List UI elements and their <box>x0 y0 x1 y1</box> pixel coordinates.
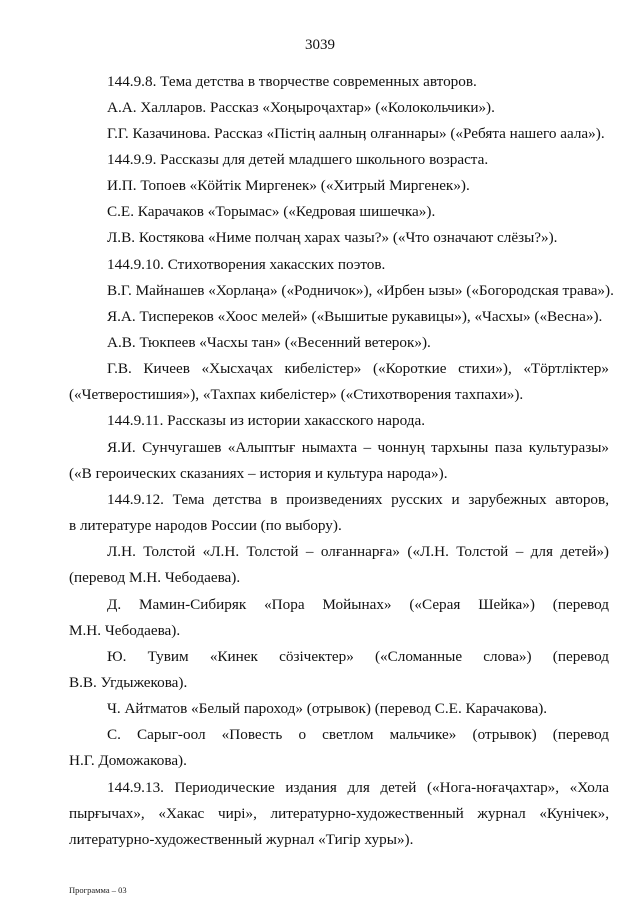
text-line: М.Н. Чебодаева). <box>69 622 181 639</box>
text-line: Г.В. Кичеев «Хысхаҷах кибелістер» («Короткие стихи»), «Тӧртлiктер» <box>107 360 609 377</box>
text-line: 144.9.8. Тема детства в творчестве современных авторов. <box>107 73 477 90</box>
text-line: В.В. Угдыжекова). <box>69 674 188 691</box>
text-line: Ч. Айтматов «Белый пароход» (отрывок) (перевод С.Е. Карачакова). <box>107 700 548 717</box>
text-line: 144.9.12. Тема детства в произведениях русских и зарубежных авторов, <box>107 491 609 508</box>
text-line: в литературе народов России (по выбору). <box>69 517 342 534</box>
text-line: литературно-художественный журнал «Тигір хуры»). <box>69 831 414 848</box>
text-line: Н.Г. Доможакова). <box>69 752 187 769</box>
text-line: Ю. Тувим «Кинек сӧзічектер» («Сломанные слова») (перевод <box>107 648 609 665</box>
text-line: 144.9.11. Рассказы из истории хакасского народа. <box>107 412 426 429</box>
text-line: Д. Мамин-Сибиряк «Пора Мойынах» («Серая Шейка») (перевод <box>107 596 609 613</box>
text-line: С. Сарыг-оол «Повесть о светлом мальчике» (отрывок) (перевод <box>107 726 609 743</box>
text-line: Я.И. Сунчугашев «Алыптығ нымахта – чоннуң тархыны паза культуразы» <box>107 439 609 456</box>
text-line: 144.9.10. Стихотворения хакасских поэтов. <box>107 256 386 273</box>
text-line: («Четверостишия»), «Тахпах кибелістер» («Стихотворения тахпахи»). <box>69 386 524 403</box>
text-line: пырғычах», «Хакас чирі», литературно-художественный журнал «Кунічек», <box>69 805 609 822</box>
text-line: А.В. Тюкпеев «Часхы тан» («Весенний ветерок»). <box>107 334 431 351</box>
page-number: 3039 <box>305 37 335 53</box>
text-line: («В героических сказаниях – история и культура народа»). <box>69 465 448 482</box>
text-line: А.А. Халларов. Рассказ «Хоңыроҷахтар» («Колокольчики»). <box>107 99 495 116</box>
text-line: Л.Н. Толстой «Л.Н. Толстой – олғаннарға» («Л.Н. Толстой – для детей») <box>107 543 609 560</box>
text-line: 144.9.9. Рассказы для детей младшего школьного возраста. <box>107 151 489 168</box>
text-line: Л.В. Костякова «Ниме полчаң харах чазы?» («Что означают слёзы?»). <box>107 229 558 246</box>
text-line: 144.9.13. Периодические издания для детей («Нога-ноғаҷахтар», «Хола <box>107 779 609 796</box>
text-line: И.П. Топоев «Кӧйтік Миргенек» («Хитрый Миргенек»). <box>107 177 470 194</box>
text-line: Я.А. Тиспереков «Хоос мелей» («Вышитые рукавицы»), «Часхы» («Весна»). <box>107 308 603 325</box>
page-footer: Программа – 03 <box>69 885 127 895</box>
text-line: С.Е. Карачаков «Торымас» («Кедровая шишечка»). <box>107 203 436 220</box>
text-line: В.Г. Майнашев «Хорлаңа» («Родничок»), «Ирбен ызы» («Богородская трава»). <box>107 282 614 299</box>
text-line: Г.Г. Казачинова. Рассказ «Пістің аалныӊ олғаннары» («Ребята нашего аала»). <box>107 125 605 142</box>
text-line: (перевод М.Н. Чебодаева). <box>69 569 241 586</box>
